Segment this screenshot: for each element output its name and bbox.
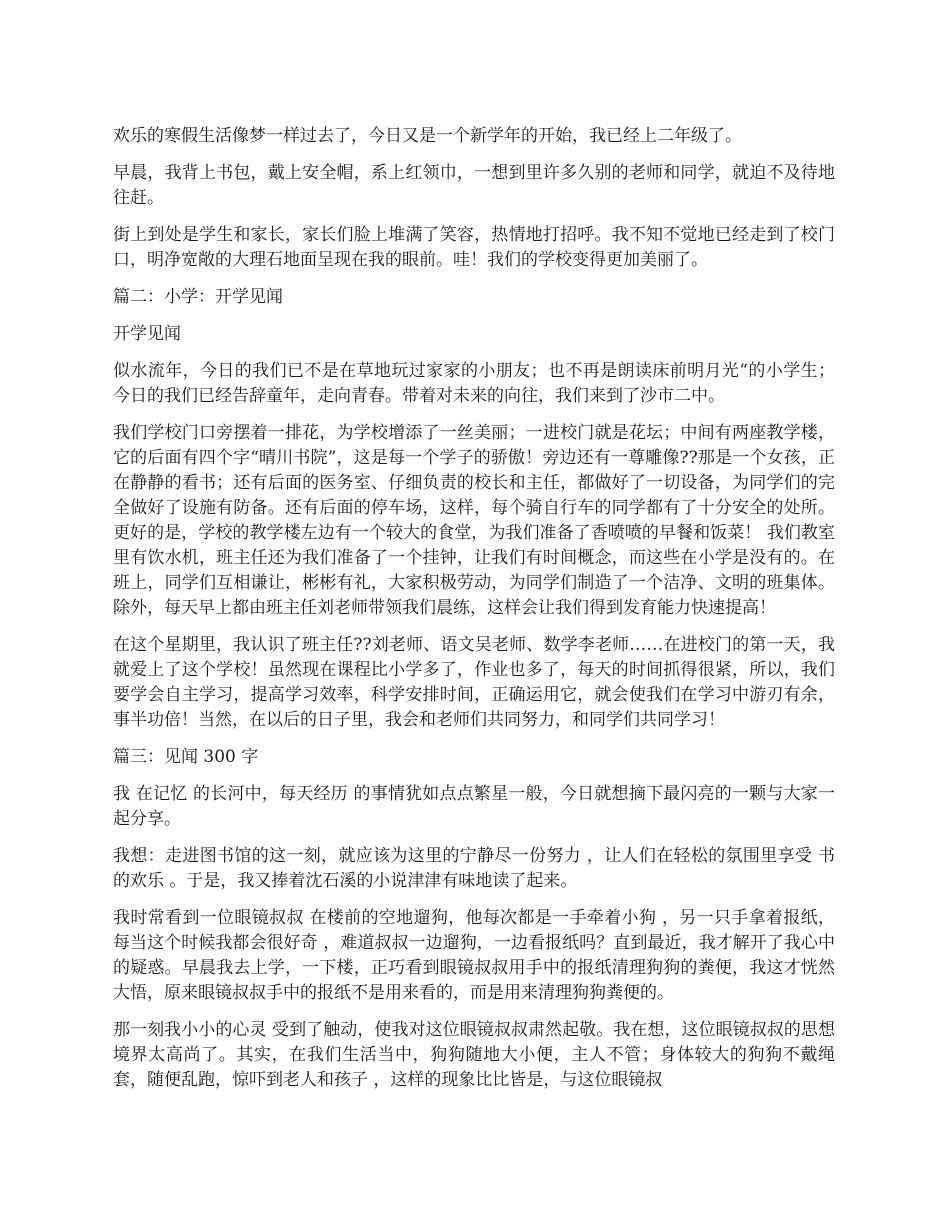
paragraph: 我们学校门口旁摆着一排花，为学校增添了一丝美丽；一进校门就是花坛；中间有两座教学楼，它的后面有四个字“晴川书院”，这是每一个学子的骄傲！旁边还有一尊雕像??那是一个女孩，正在静静的看书；还有后面的医务室、仔细负责的校长和主任，都做好了一切设备，为同学们的完全做好了设施有防备。还有后面的停车场，这样，每个骑自行车的同学都有了十分安全的处所。更好的是，学校的教学楼左边有一个较大的食堂，为我们准备了香喷喷的早餐和饭菜！ 我们教室里有饮水机，班主任还为我们准备了一个挂钟，让我们有时间概念，而这些在小学是没有的。在班上，同学们互相谦让，彬彬有礼，大家积极劳动，为同学们制造了一个洁净、文明的班集体。除外，每天早上都由班主任刘老师带领我们晨练，这样会让我们得到发育能力快速提高！ [113,423,835,618]
paragraph: 我 在记忆 的长河中，每天经历 的事情犹如点点繁星一般，今日就想摘下最闪亮的一颗与大家一起分享。 [113,784,835,829]
section-heading: 篇三：见闻 300 字 [113,747,259,767]
paragraph: 似水流年，今日的我们已不是在草地玩过家家的小朋友；也不再是朗读床前明月光“的小学生；今日的我们已经告辞童年，走向青春。带着对未来的向往，我们来到了沙市二中。 [113,361,835,406]
paragraph: 在这个星期里，我认识了班主任??刘老师、语文吴老师、数学李老师……在进校门的第一天，我就爱上了这个学校！虽然现在课程比小学多了，作业也多了，每天的时间抓得很紧，所以，我们要学会自主学习，提高学习效率，科学安排时间，正确运用它，就会使我们在学习中游刃有余，事半功倍！当然，在以后的日子里，我会和老师们共同努力，和同学们共同学习！ [113,635,835,730]
paragraph: 早晨，我背上书包，戴上安全帽，系上红领巾，一想到里许多久别的老师和同学，就迫不及待地往赶。 [113,163,835,208]
article-title: 开学见闻 [113,324,181,344]
paragraph: 我时常看到一位眼镜叔叔 在楼前的空地遛狗，他每次都是一手牵着小狗 ，另一只手拿着报纸，每当这个时候我都会很好奇 ，难道叔叔一边遛狗，一边看报纸吗？直到最近，我才解开了我心中的疑惑。早晨我去上学，一下楼，正巧看到眼镜叔叔用手中的报纸清理狗狗的粪便，我这才恍然大悟，原来眼镜叔叔手中的报纸不是用来看的，而是用来清理狗狗粪便的。 [113,908,835,1003]
paragraph: 我想：走进图书馆的这一刻，就应该为这里的宁静尽一份努力 ，让人们在轻松的氛围里享受 书的欢乐 。于是，我又捧着沈石溪的小说津津有味地读了起来。 [113,846,835,891]
section-heading: 篇二：小学：开学见闻 [113,287,283,307]
document-body [113,124,835,1105]
paragraph: 那一刻我小小的心灵 受到了触动，使我对这位眼镜叔叔肃然起敬。我在想，这位眼镜叔叔的思想境界太高尚了。其实，在我们生活当中，狗狗随地大小便，主人不管；身体较大的狗狗不戴绳套，随便乱跑，惊吓到老人和孩子 ，这样的现象比比皆是，与这位眼镜叔 [113,1020,835,1090]
paragraph: 欢乐的寒假生活像梦一样过去了，今日又是一个新学年的开始，我已经上二年级了。 [113,126,742,146]
paragraph: 街上到处是学生和家长，家长们脸上堆满了笑容，热情地打招呼。我不知不觉地已经走到了校门口，明净宽敞的大理石地面呈现在我的眼前。哇！我们的学校变得更加美丽了。 [113,225,835,270]
